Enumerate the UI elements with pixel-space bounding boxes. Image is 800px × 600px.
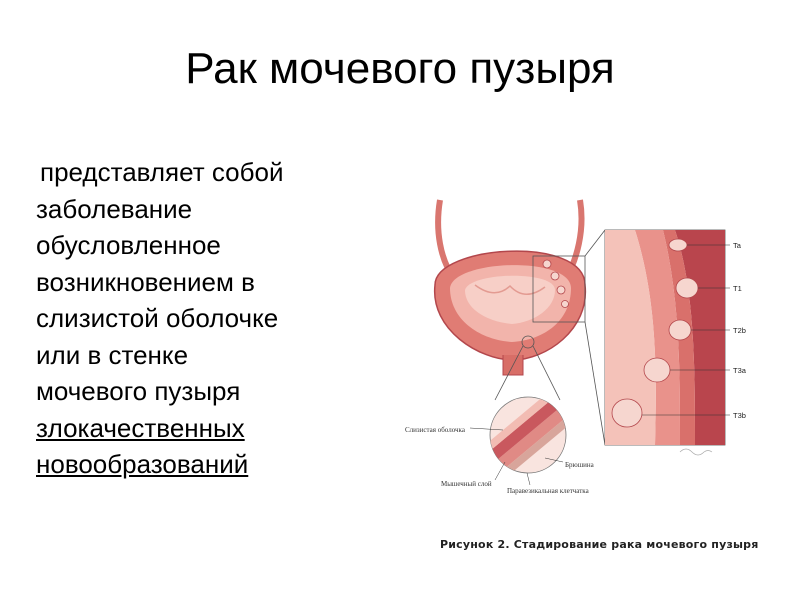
stage-label-t1: T1 [733, 284, 742, 293]
body-line: или в стенке [36, 339, 189, 370]
stage-label-t3b: T3b [733, 411, 746, 420]
label-mucosa: Слизистая оболочка [405, 426, 465, 434]
figure-caption: Рисунок 2. Стадирование рака мочевого пузыря [440, 538, 759, 551]
wall-section-panel [605, 230, 730, 445]
bladder-staging-illustration [395, 190, 795, 520]
body-line: слизистой оболочке [36, 303, 279, 333]
body-line-underlined: злокачественных [36, 412, 245, 443]
stage-label-t3a: T3a [733, 366, 746, 375]
body-line: заболевание [36, 193, 193, 224]
body-line: мочевого пузыря [36, 376, 241, 406]
stage-label-t2b: T2b [733, 326, 746, 335]
body-line-underlined: новообразований [36, 449, 249, 479]
cross-section-circle [485, 370, 575, 495]
label-serosa: Брюшина [565, 461, 594, 469]
body-line: возникновением в [36, 266, 255, 297]
stage-label-ta: Ta [733, 241, 741, 250]
bladder-overview [435, 200, 586, 375]
label-perivesical: Паравезикальная клетчатка [507, 487, 589, 495]
slide-title: Рак мочевого пузыря [185, 44, 615, 93]
body-line: обусловленное [36, 230, 221, 260]
label-muscle: Мышечный слой [441, 480, 492, 488]
body-line: представляет собой [40, 157, 284, 187]
slide-body-text [36, 154, 356, 483]
